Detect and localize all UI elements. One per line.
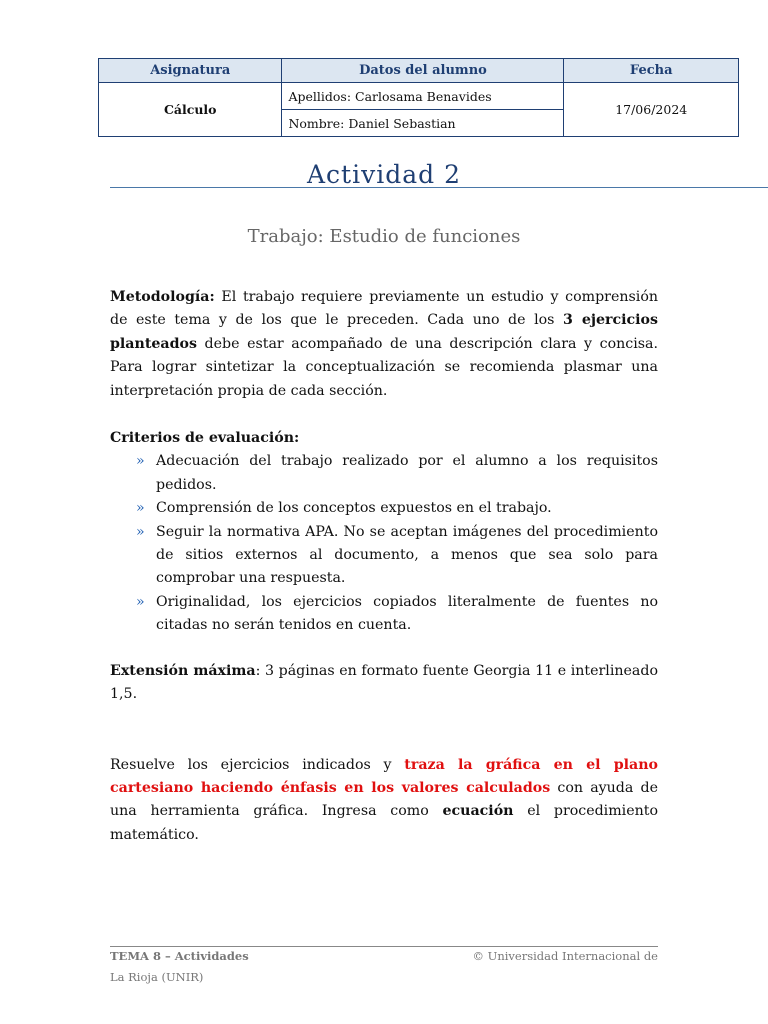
- subject-cell: Cálculo: [99, 83, 282, 137]
- footer-university: La Rioja (UNIR): [110, 970, 204, 984]
- methodology-text-1: El trabajo requiere previamente un estudio y comprensión de este tema y de los que le preceden. Cada uno de los: [110, 289, 658, 329]
- methodology-label: Metodología:: [110, 289, 215, 305]
- page-title: Actividad 2: [307, 160, 461, 189]
- list-item: [136, 591, 658, 638]
- header-asignatura: Asignatura: [99, 59, 282, 83]
- page-subtitle: Trabajo: Estudio de funciones: [247, 226, 521, 247]
- methodology-paragraph: [110, 286, 658, 403]
- header-table: [98, 58, 739, 137]
- extension-paragraph: [110, 660, 658, 707]
- list-item: [136, 450, 658, 497]
- criteria-item-text: Originalidad, los ejercicios copiados literalmente de fuentes no citadas no serán tenidos en cuenta.: [156, 593, 658, 634]
- list-item: [136, 521, 658, 591]
- criteria-item-text: Comprensión de los conceptos expuestos en el trabajo.: [156, 500, 552, 517]
- instructions-paragraph: [110, 754, 658, 848]
- bullet-icon: »: [136, 593, 145, 610]
- instructions-text-2: con ayuda de una herramienta gráfica. Ingresa como: [110, 779, 658, 820]
- page-footer: [110, 946, 658, 988]
- instructions-text-3: el procedimiento matemático.: [110, 803, 658, 843]
- extension-text: : 3 páginas en formato fuente Georgia 11 e interlineado 1,5.: [110, 662, 658, 703]
- surname-cell: Apellidos: Carlosama Benavides: [282, 83, 564, 110]
- document-body: [110, 286, 658, 847]
- criteria-item-text: Adecuación del trabajo realizado por el alumno a los requisitos pedidos.: [156, 453, 658, 493]
- name-cell: Nombre: Daniel Sebastian: [282, 110, 564, 137]
- bullet-icon: »: [136, 523, 145, 540]
- footer-copyright: © Universidad Internacional de: [472, 949, 658, 963]
- instructions-text-1: Resuelve los ejercicios indicados y: [110, 756, 405, 773]
- instructions-highlight: traza la gráfica en el plano cartesiano haciendo énfasis en los valores calculados: [110, 756, 658, 796]
- footer-topic: TEMA 8 – Actividades: [110, 949, 249, 963]
- criteria-item-text: Seguir la normativa APA. No se aceptan imágenes del procedimiento de sitios externos al documento, a menos que sea solo para comprobar una respuesta.: [156, 523, 658, 587]
- extension-label: Extensión máxima: [110, 662, 256, 679]
- header-datos-alumno: Datos del alumno: [282, 59, 564, 83]
- instructions-bold: ecuación: [442, 803, 514, 820]
- bullet-icon: »: [136, 500, 145, 517]
- methodology-text-2: debe estar acompañado de una descripción clara y concisa. Para lograr sintetizar la conceptualización se recomienda plasmar una interpretación propia de cada sección.: [110, 335, 658, 399]
- header-fecha: Fecha: [564, 59, 739, 83]
- list-item: [136, 497, 658, 520]
- bullet-icon: »: [136, 453, 145, 470]
- date-cell: 17/06/2024: [564, 83, 739, 137]
- title-divider: [110, 187, 768, 188]
- methodology-bold: 3 ejercicios planteados: [110, 312, 658, 352]
- criteria-list: [110, 450, 658, 637]
- criteria-heading: Criterios de evaluación:: [110, 430, 300, 447]
